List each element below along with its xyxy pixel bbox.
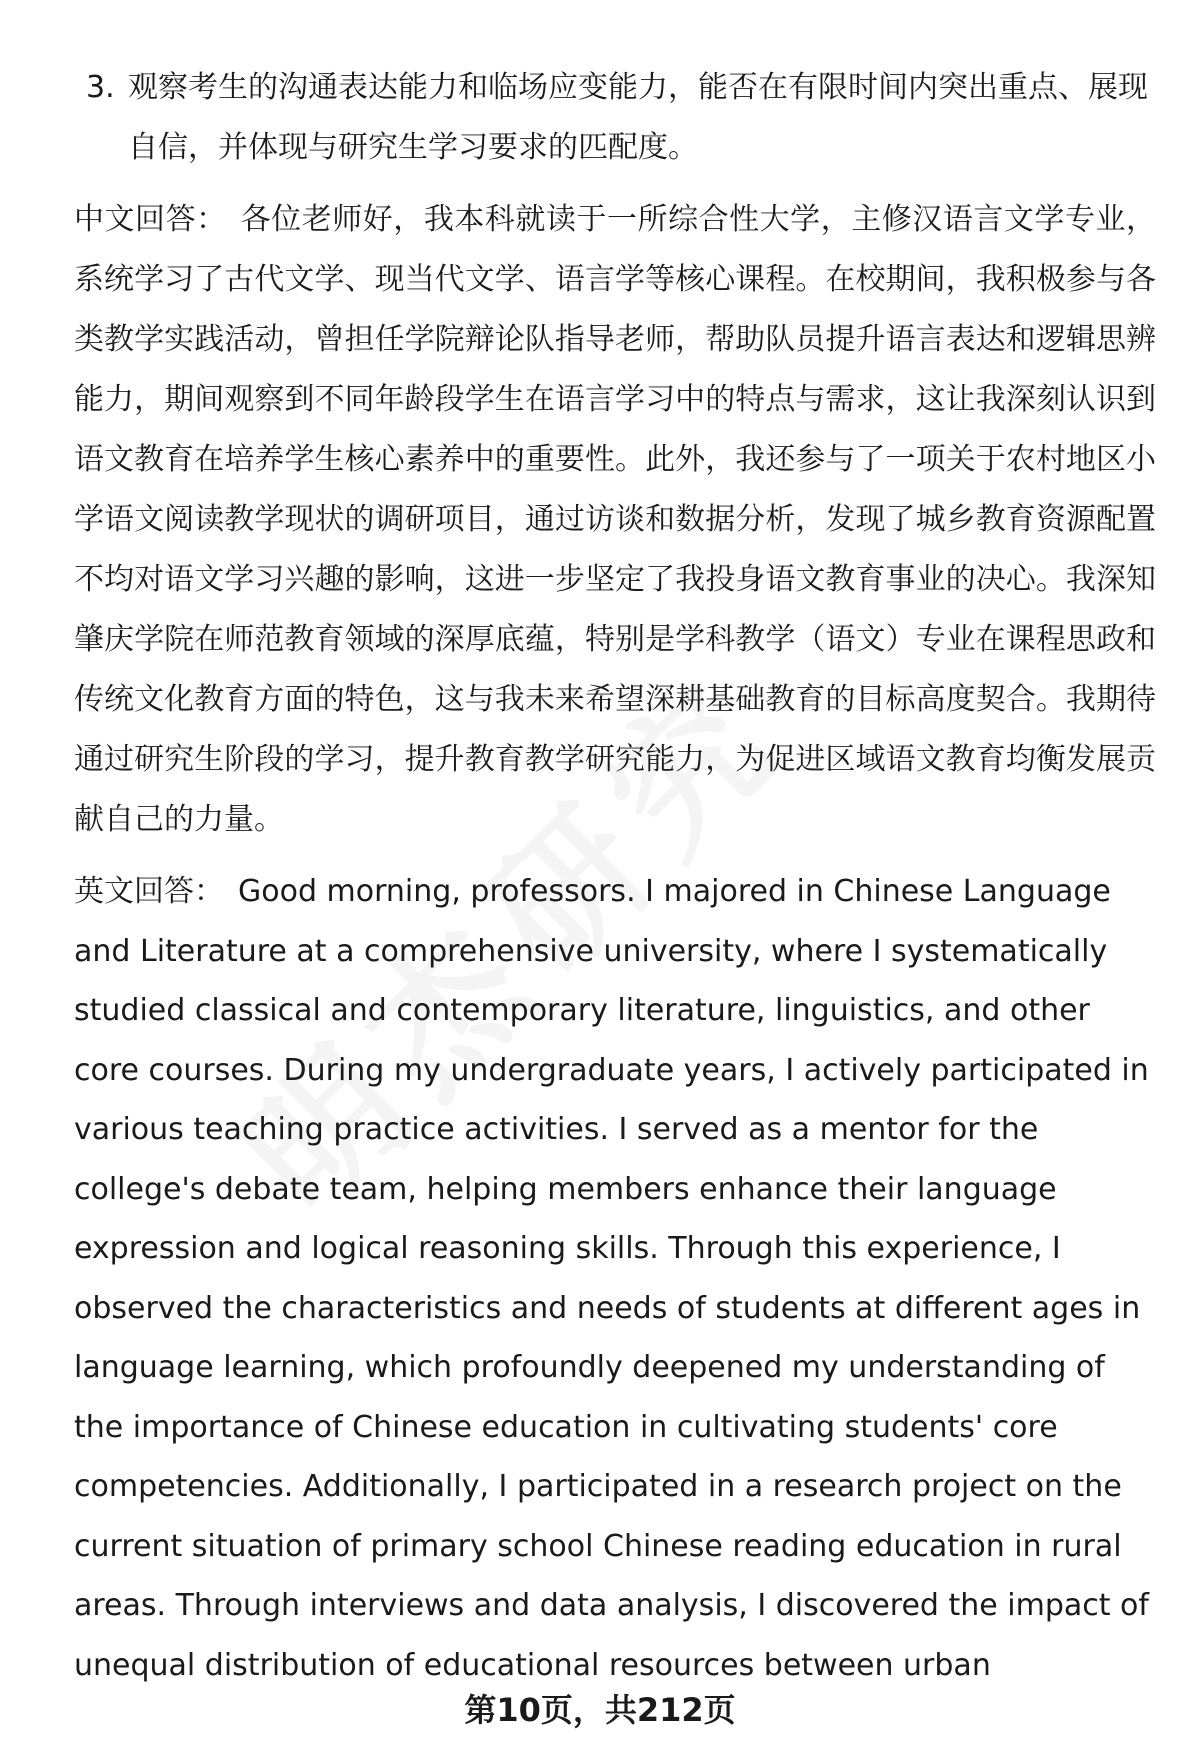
english-answer-text: Good morning, professors. I majored in Chinese Language and Literature at a comprehensive university, where I systematically studied classical and contemporary literature, linguistics, and other core courses. During my undergraduate years, I actively participated in various teaching practice activities. I served as a mentor for the college's debate team, helping members enhance their language expression and logical reasoning skills. Through this experience, I observed the characteristics and needs of students at different ages in language learning, which profoundly deepened my understanding of the importance of Chinese education in cultivating students' core competencies. Additionally, I participated in a research project on the current situation of primary school Chinese reading education in rural areas. Through interviews and data analysis, I discovered the impact of unequal distribution of educational resources between urban: [74, 874, 1149, 1683]
list-text: 观察考生的沟通表达能力和临场应变能力，能否在有限时间内突出重点、展现自信，并体现与研究生学习要求的匹配度。: [128, 70, 1148, 165]
list-item: [74, 58, 1156, 178]
chinese-answer-label: 中文回答：: [74, 202, 227, 237]
page-footer: 第10页，共212页: [464, 1691, 736, 1729]
english-answer-paragraph: [74, 862, 1156, 1695]
chinese-answer-text: 各位老师好，我本科就读于一所综合性大学，主修汉语言文学专业，系统学习了古代文学、现当代文学、语言学等核心课程。在校期间，我积极参与各类教学实践活动，曾担任学院辩论队指导老师，帮助队员提升语言表达和逻辑思辨能力，期间观察到不同年龄段学生在语言学习中的特点与需求，这让我深刻认识到语文教育在培养学生核心素养中的重要性。此外，我还参与了一项关于农村地区小学语文阅读教学现状的调研项目，通过访谈和数据分析，发现了城乡教育资源配置不均对语文学习兴趣的影响，这进一步坚定了我投身语文教育事业的决心。我深知肇庆学院在师范教育领域的深厚底蕴，特别是学科教学（语文）专业在课程思政和传统文化教育方面的特色，这与我未来希望深耕基础教育的目标高度契合。我期待通过研究生阶段的学习，提升教育教学研究能力，为促进区域语文教育均衡发展贡献自己的力量。: [74, 202, 1157, 837]
list-number: 3.: [86, 70, 115, 105]
english-answer-label: 英文回答：: [74, 874, 224, 909]
chinese-answer-paragraph: [74, 190, 1156, 850]
document-page: [74, 58, 1156, 1707]
